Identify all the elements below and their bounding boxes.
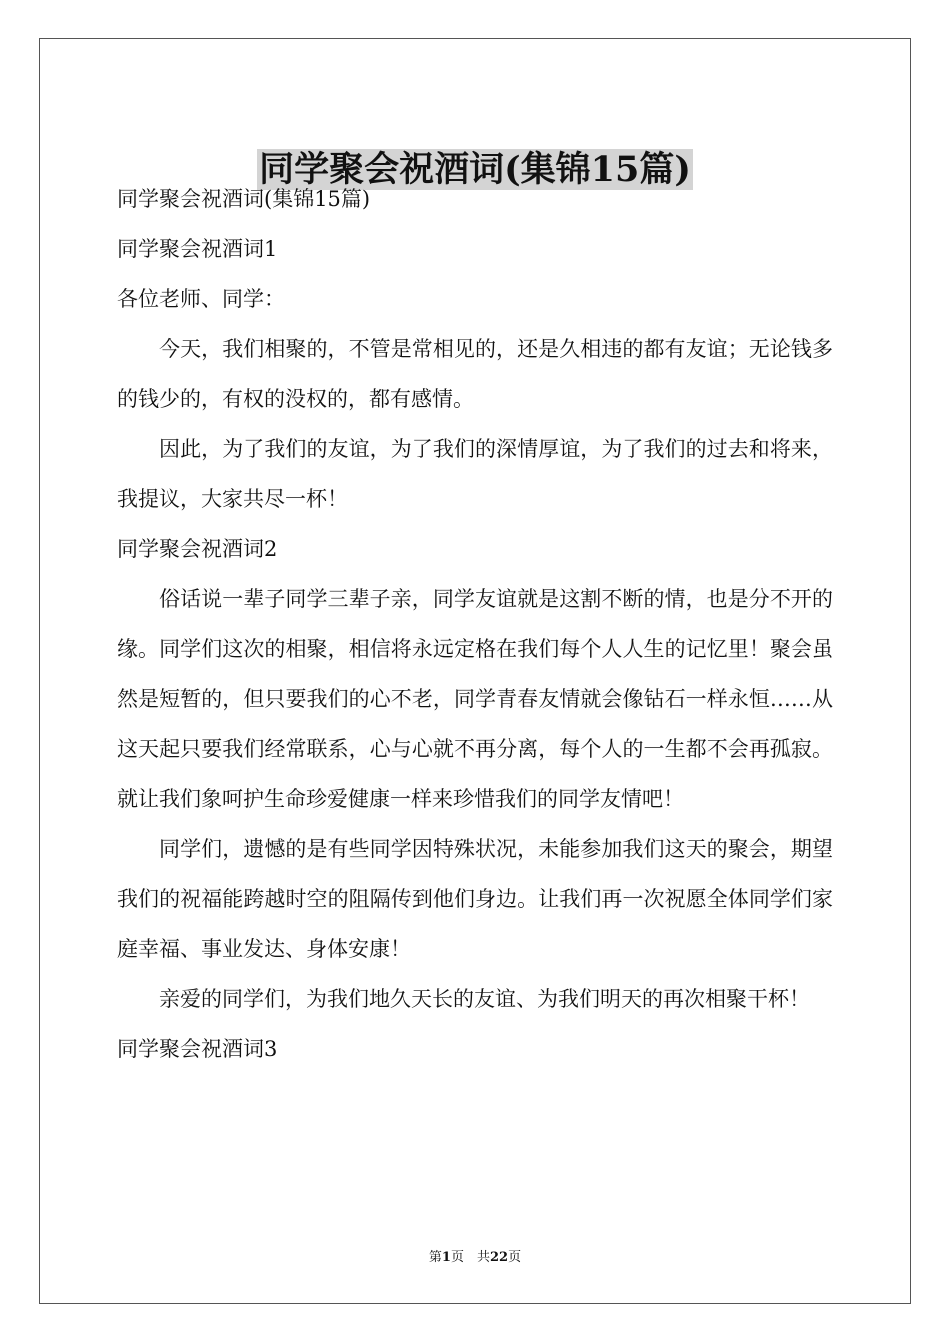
paragraph: 亲爱的同学们，为我们地久天长的友谊、为我们明天的再次相聚干杯！	[159, 987, 810, 1011]
document-title-text: 同学聚会祝酒词(集锦15篇)	[259, 149, 691, 191]
document-body	[117, 174, 833, 1074]
section-heading-1: 同学聚会祝酒词1	[117, 237, 278, 261]
current-page-number: 1	[441, 1250, 451, 1265]
paragraph: 俗话说一辈子同学三辈子亲，同学友谊就是这割不断的情，也是分不开的缘。同学们这次的相聚，相信将永远定格在我们每个人人生的记忆里！聚会虽然是短暂的，但只要我们的心不老，同学青春友情就会像钻石一样永恒……从这天起只要我们经常联系，心与心就不再分离，每个人的一生都不会再孤寂。就让我们象呵护生命珍爱健康一样来珍惜我们的同学友情吧！	[117, 587, 833, 811]
section-heading-2: 同学聚会祝酒词2	[117, 537, 278, 561]
footer-middle: 页 共	[450, 1250, 490, 1265]
subtitle-line: 同学聚会祝酒词(集锦15篇)	[117, 187, 371, 211]
salutation: 各位老师、同学：	[117, 287, 285, 311]
footer-suffix: 页	[508, 1250, 522, 1265]
section-heading-3: 同学聚会祝酒词3	[117, 1037, 278, 1061]
paragraph: 同学们，遗憾的是有些同学因特殊状况，未能参加我们这天的聚会，期望我们的祝福能跨越时空的阻隔传到他们身边。让我们再一次祝愿全体同学们家庭幸福、事业发达、身体安康！	[117, 837, 833, 961]
paragraph: 因此，为了我们的友谊，为了我们的深情厚谊，为了我们的过去和将来，我提议，大家共尽一杯！	[117, 437, 833, 511]
paragraph: 今天，我们相聚的，不管是常相见的，还是久相违的都有友谊；无论钱多的钱少的，有权的没权的，都有感情。	[117, 337, 833, 411]
page-footer	[0, 1248, 950, 1268]
footer-prefix: 第	[428, 1250, 442, 1265]
total-page-count: 22	[489, 1250, 509, 1265]
